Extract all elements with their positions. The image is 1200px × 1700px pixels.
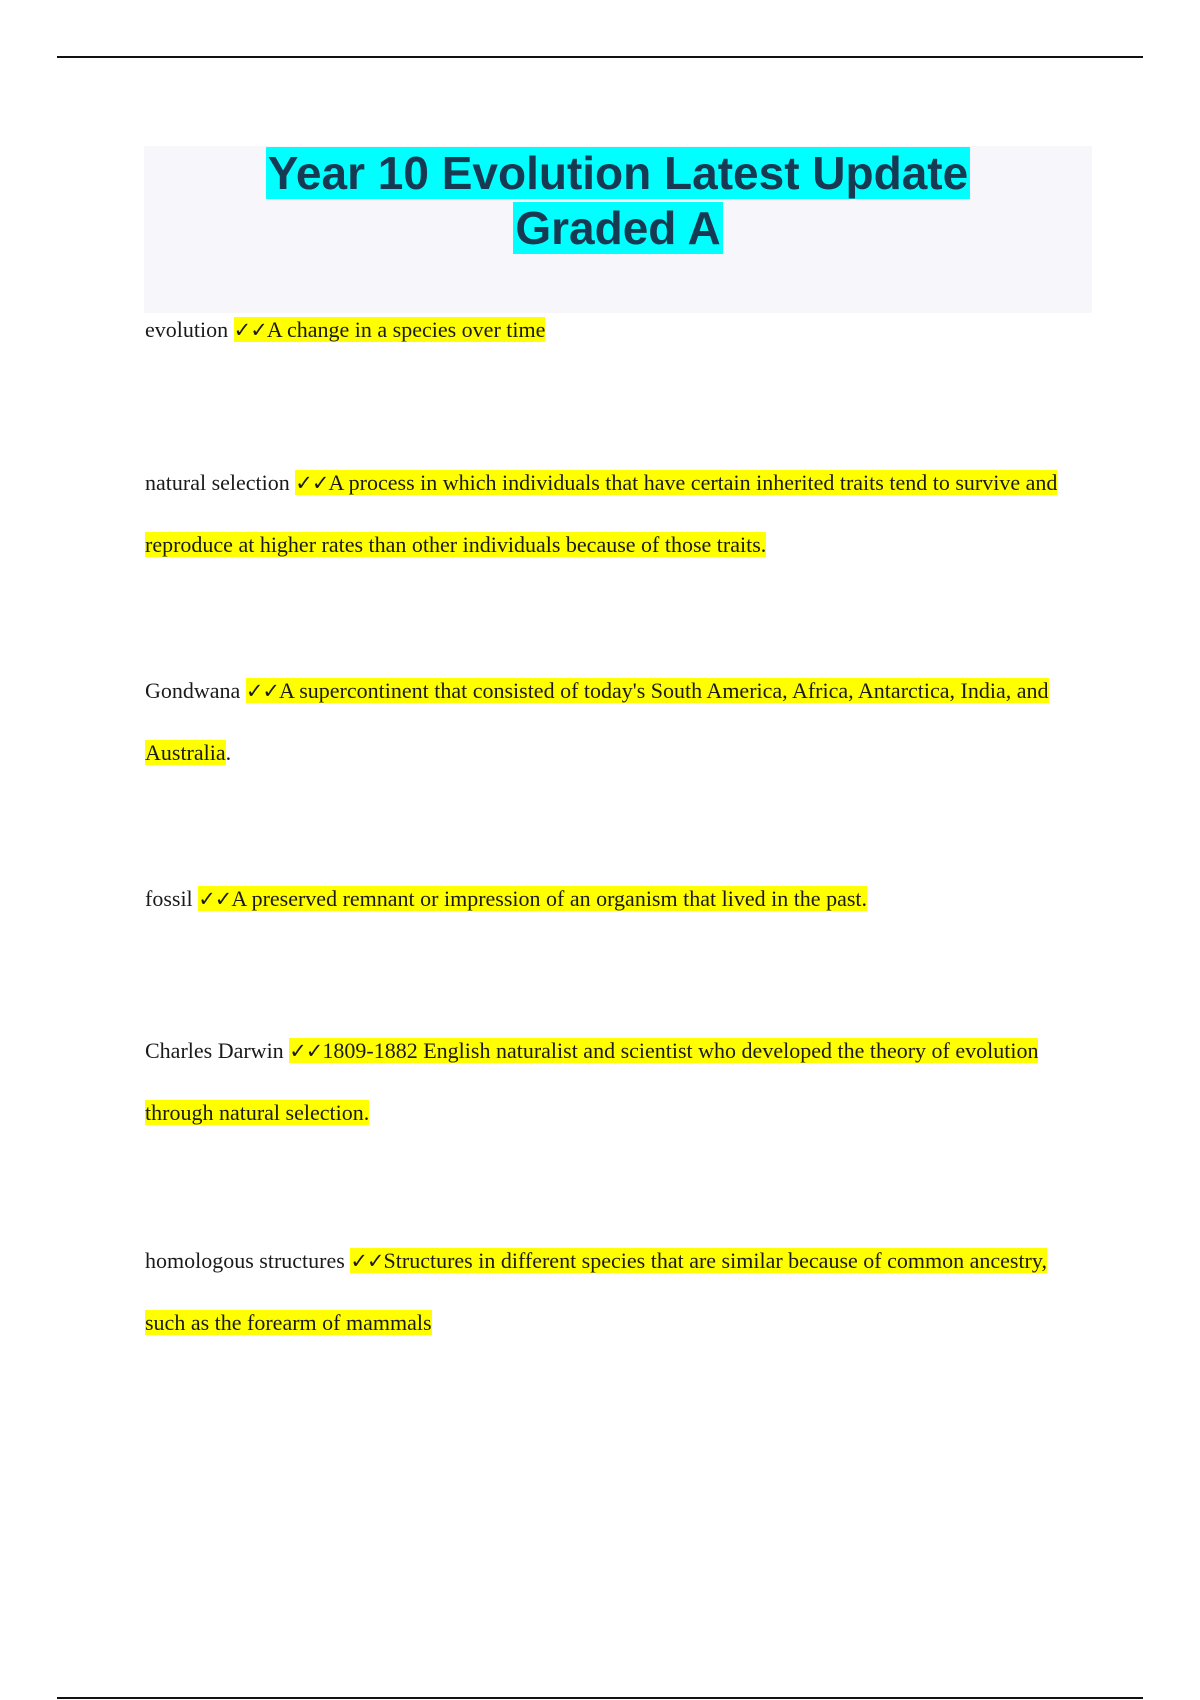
- title-line-1: Year 10 Evolution Latest Update: [267, 147, 969, 199]
- entry-definition-highlight: [198, 886, 867, 911]
- entry-term: Gondwana: [145, 678, 241, 703]
- entry-definition: 1809-1882 English naturalist and scientist who developed the theory of evolution through natural selection.: [145, 1038, 1039, 1125]
- entry-definition: A supercontinent that consisted of today's South America, Africa, Antarctica, India, and Australia: [145, 678, 1049, 765]
- entry-definition: Structures in different species that are similar because of common ancestry, such as the forearm of mammals: [145, 1248, 1047, 1335]
- title-line-2: Graded A: [515, 202, 721, 254]
- title-block: [144, 146, 1092, 313]
- entry-homologous-structures: [145, 1230, 1075, 1353]
- double-check-icon: ✓✓: [289, 1039, 323, 1063]
- entry-term: fossil: [145, 886, 193, 911]
- entry-definition: A change in a species over time: [266, 317, 546, 342]
- double-check-icon: ✓✓: [245, 679, 280, 703]
- double-check-icon: ✓✓: [295, 471, 329, 495]
- entry-trailing: .: [225, 740, 232, 765]
- footer-rule: [57, 1697, 1143, 1699]
- double-check-icon: ✓✓: [198, 887, 232, 911]
- entry-natural-selection: [145, 452, 1075, 575]
- entry-term: homologous structures: [145, 1248, 345, 1273]
- header-rule: [57, 56, 1143, 58]
- entry-evolution: [145, 299, 1075, 361]
- entry-definition-highlight: [234, 317, 546, 342]
- entry-term: Charles Darwin: [145, 1038, 284, 1063]
- entry-term: natural selection: [145, 470, 290, 495]
- entry-term: evolution: [145, 317, 229, 342]
- entry-fossil: [145, 868, 1075, 930]
- page-title: [144, 146, 1092, 256]
- entry-definition: A process in which individuals that have certain inherited traits tend to survive and reproduce at higher rates than other individuals because of those traits.: [145, 470, 1058, 557]
- entry-charles-darwin: [145, 1020, 1075, 1143]
- entry-definition: A preserved remnant or impression of an organism that lived in the past.: [231, 886, 868, 911]
- double-check-icon: ✓✓: [350, 1249, 384, 1273]
- entry-definition-highlight: [145, 678, 1049, 765]
- double-check-icon: ✓✓: [233, 318, 267, 342]
- entry-gondwana: [145, 660, 1075, 783]
